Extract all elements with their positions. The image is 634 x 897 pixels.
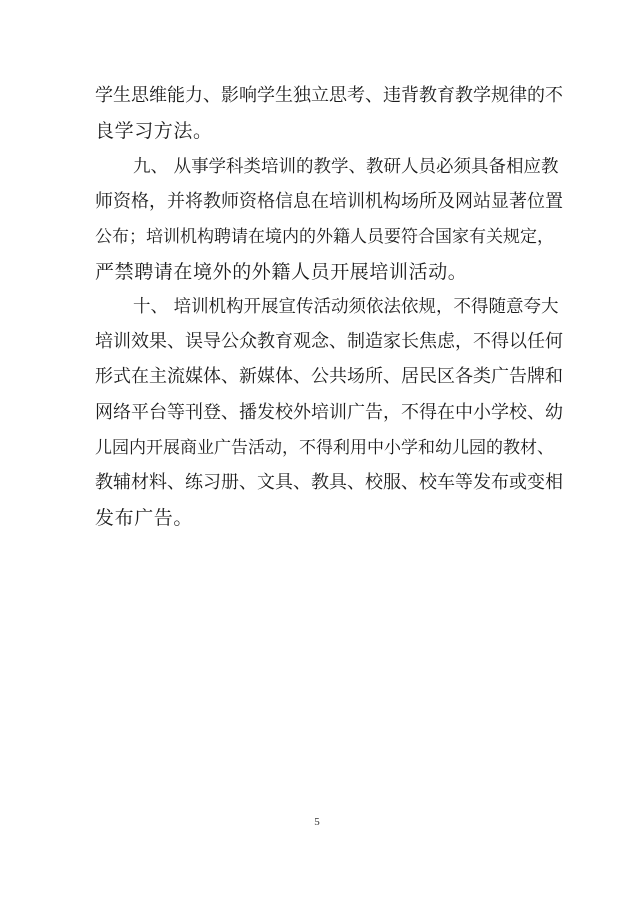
page-number: 5 xyxy=(314,816,320,828)
paragraph-line: 公布；培训机构聘请在境内的外籍人员要符合国家有关规定， xyxy=(95,227,554,247)
paragraph-line: 网络平台等刊登、播发校外培训广告，不得在中小学校、幼 xyxy=(95,402,563,423)
paragraph-line: 儿园内开展商业广告活动，不得利用中小学和幼儿园的教材、 xyxy=(95,438,554,458)
paragraph-line: 教辅材料、练习册、文具、教具、校服、校车等发布或变相 xyxy=(95,472,563,493)
paragraph-line: 十、 培训机构开展宣传活动须依法依规，不得随意夸大 xyxy=(133,297,559,317)
paragraph-line: 学生思维能力、影响学生独立思考、违背教育教学规律的不 xyxy=(95,85,563,106)
paragraph-line: 培训效果、误导公众教育观念、制造家长焦虑，不得以任何 xyxy=(95,331,563,352)
paragraph-line: 形式在主流媒体、新媒体、公共场所、居民区各类广告牌和 xyxy=(95,366,563,387)
paragraph-line: 严禁聘请在境外的外籍人员开展培训活动。 xyxy=(95,261,468,283)
paragraph-line: 九、 从事学科类培训的教学、教研人员必须具备相应教 xyxy=(133,157,559,177)
paragraph-line: 良学习方法。 xyxy=(95,120,213,142)
paragraph-line: 发布广告。 xyxy=(95,507,194,529)
paragraph-line: 师资格，并将教师资格信息在培训机构场所及网站显著位置 xyxy=(95,191,563,212)
